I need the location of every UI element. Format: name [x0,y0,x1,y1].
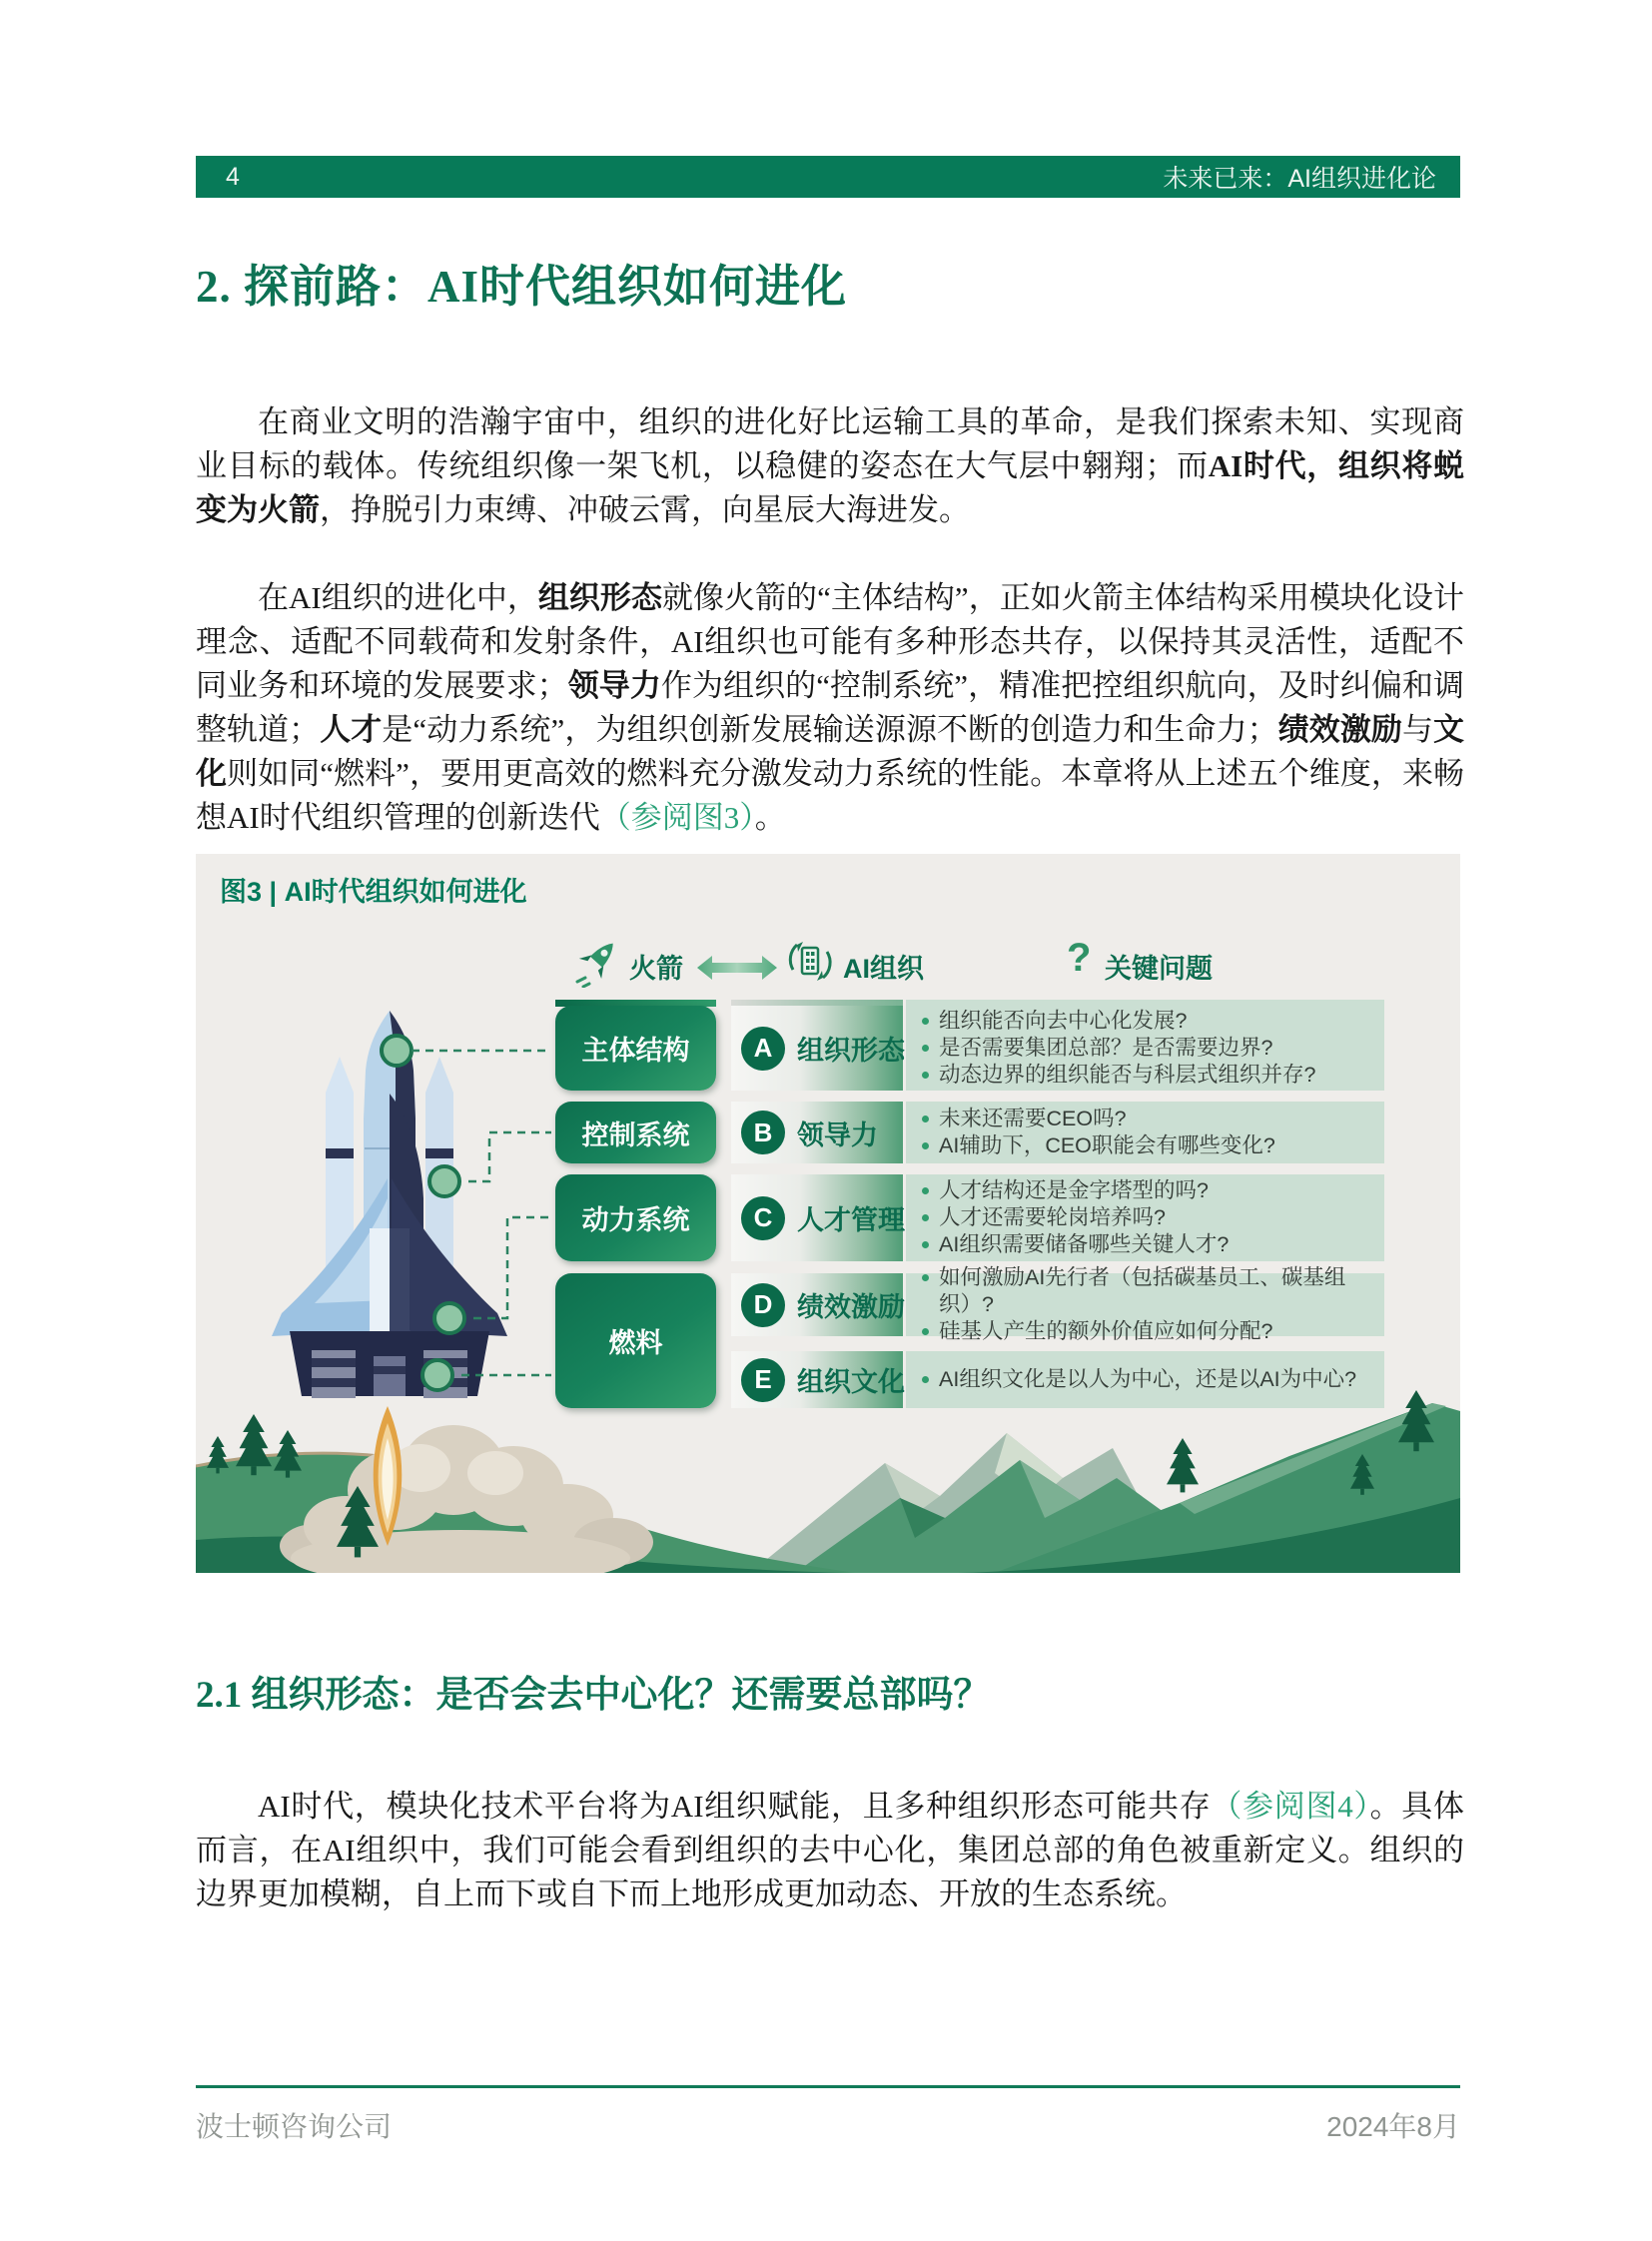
dimension-row-c [731,1174,903,1261]
part-box-structure: 主体结构 [555,1006,716,1091]
question-item: 人才还需要轮岗培养吗? [922,1204,1374,1231]
rocket-icon [573,936,623,988]
legend-questions-label: 关键问题 [1105,954,1213,984]
paragraph: AI时代，模块化技术平台将为AI组织赋能，且多种组织形态可能共存（参阅图4）。具体而言，在AI组织中，我们可能会看到组织的去中心化，集团总部的角色被重新定义。组织的边界更加模糊，自上而下或自下而上地形成更加动态、开放的生态系统。 [196,1789,1465,1911]
question-item: 人才结构还是金字塔型的吗? [922,1177,1374,1204]
part-box-control: 控制系统 [555,1102,716,1163]
questions-list-d [906,1265,1384,1343]
dimension-label: 人才管理 [797,1205,905,1235]
double-arrow-icon [695,954,779,982]
legend-ai-org-label: AI组织 [843,954,924,984]
footer-company: 波士顿咨询公司 [196,2111,393,2142]
letter-badge: C [741,1196,785,1240]
dimension-row-b [731,1102,903,1163]
question-item: 组织能否向去中心化发展? [922,1008,1374,1035]
question-item: 是否需要集团总部？是否需要边界? [922,1035,1374,1062]
part-box-power: 动力系统 [555,1174,716,1261]
legend-rocket-label: 火箭 [629,954,683,984]
question-item: 未来还需要CEO吗? [922,1106,1374,1132]
dimension-label: 组织形态 [797,1036,905,1066]
dimension-row-a [731,1006,903,1091]
question-item: 如何激励AI先行者（包括碳基员工、碳基组织）? [922,1264,1374,1318]
dimension-label: 组织文化 [797,1367,905,1397]
paragraph: 在商业文明的浩瀚宇宙中，组织的进化好比运输工具的革命，是我们探索未知、实现商业目标的载体。传统组织像一架飞机，以稳健的姿态在大气层中翱翔；而AI时代，组织将蜕变为火箭，挣脱引力束缚、冲破云霄，向星辰大海进发。 [196,404,1464,527]
subsection-title: 2.1 组织形态：是否会去中心化？还需要总部吗？ [196,1675,991,1716]
dimension-row-d [731,1273,903,1336]
letter-badge: B [741,1111,785,1154]
part-box-fuel: 燃料 [555,1273,716,1408]
page-header-bar [196,156,1460,198]
question-item: AI组织文化是以人为中心，还是以AI为中心? [922,1366,1374,1393]
figure-title: 图3 | AI时代组织如何进化 [220,877,527,907]
questions-list-a [906,1006,1384,1091]
dimension-label: 领导力 [797,1120,878,1150]
question-item: AI辅助下，CEO职能会有哪些变化? [922,1132,1374,1159]
figure-reference-link[interactable]: （参阅图4） [1211,1789,1370,1824]
figure-reference-link[interactable]: （参阅图3） [599,800,755,835]
letter-badge: E [741,1358,785,1402]
question-item: AI组织需要储备哪些关键人才? [922,1231,1374,1258]
section-title: 2. 探前路：AI时代组织如何进化 [196,262,848,312]
paragraph: 在AI组织的进化中，组织形态就像火箭的“主体结构”，正如火箭主体结构采用模块化设计理念、适配不同载荷和发射条件，AI组织也可能有多种形态共存，以保持其灵活性，适配不同业务和环境的发展要求；领导力作为组织的“控制系统”，精准把控组织航向，及时纠偏和调整轨道；人才是“动力系统”，为组织创新发展输送源源不断的创造力和生命力；绩效激励与文化则如同“燃料”，要用更高效的燃料充分激发动力系统的性能。本章将从上述五个维度，来畅想AI时代组织管理的创新迭代（参阅图3）。 [196,580,1465,835]
question-item: 硅基人产生的额外价值应如何分配? [922,1318,1374,1345]
questions-list-b [906,1102,1384,1163]
footer-divider [196,2085,1460,2088]
question-item: 动态边界的组织能否与科层式组织并存? [922,1062,1374,1089]
footer-date: 2024年8月 [1326,2111,1460,2142]
questions-list-c [906,1174,1384,1261]
letter-badge: D [741,1283,785,1327]
dimension-label: 绩效激励 [797,1292,905,1322]
page-number: 4 [226,162,240,191]
ai-org-icon [783,934,837,990]
question-mark-icon: ? [1067,936,1092,980]
dimension-row-e [731,1351,903,1408]
figure-3 [196,854,1460,1573]
page-header-title: 未来已来：AI组织进化论 [1163,165,1436,193]
questions-list-e [906,1351,1384,1408]
letter-badge: A [741,1027,785,1071]
